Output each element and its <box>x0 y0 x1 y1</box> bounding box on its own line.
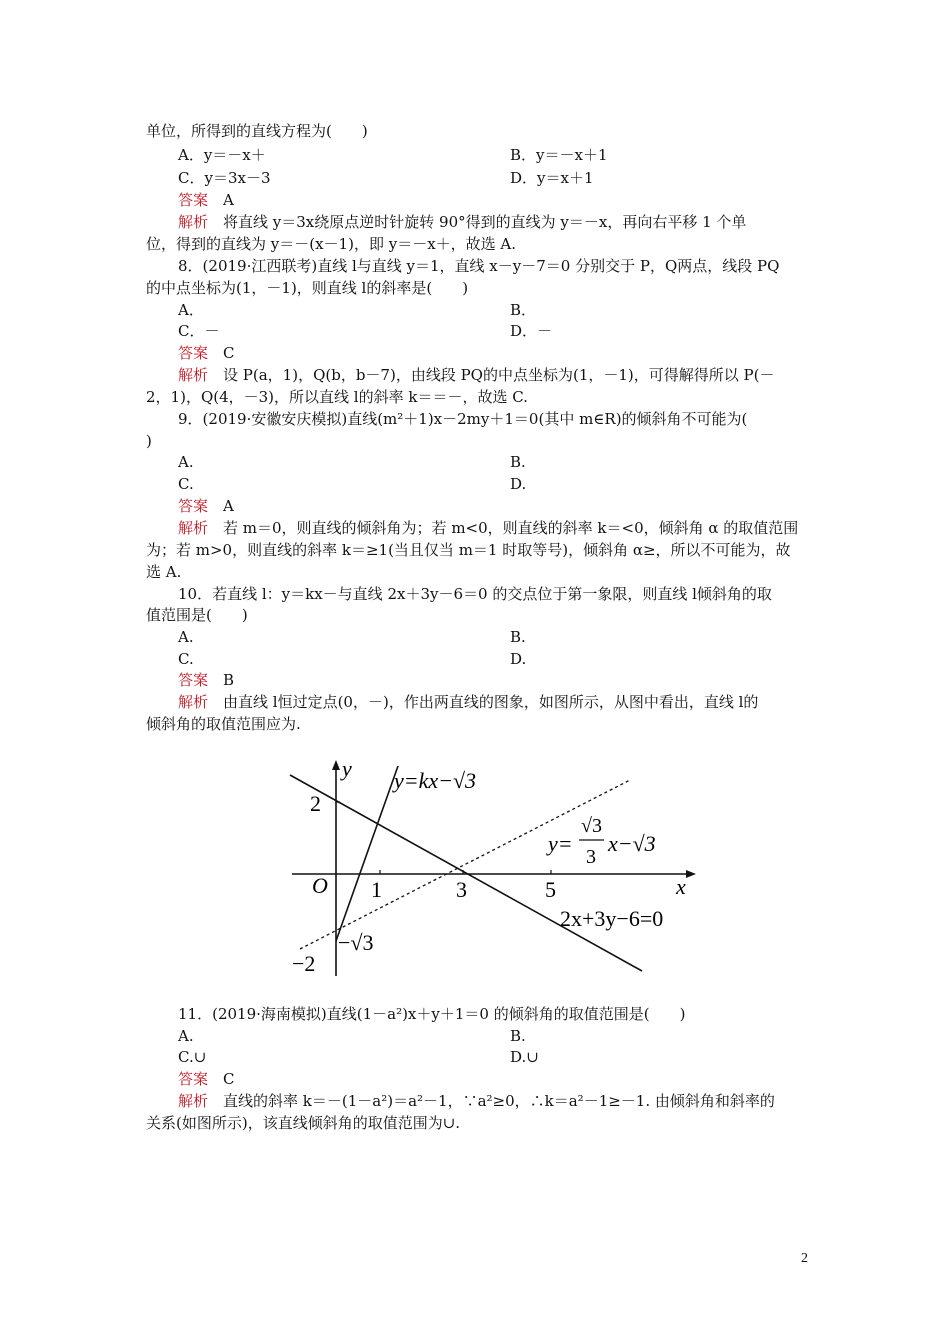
answer-label: 答案 <box>178 344 209 362</box>
option-8-c: C．－ <box>178 322 220 340</box>
question-10-line-2: 值范围是( ) <box>146 606 248 624</box>
label-dotted-den: 3 <box>586 846 596 868</box>
option-8-b: B． <box>510 301 537 319</box>
tick-label-1: 1 <box>371 877 382 902</box>
question-9-line-2: ) <box>146 432 152 450</box>
option-7-a: A．y＝－x＋ <box>178 146 266 164</box>
option-10-d: D. <box>510 650 527 668</box>
solution-label: 解析 <box>178 213 209 231</box>
solution-9-line-3: 选 A. <box>146 563 182 581</box>
label-dotted-lhs: y= <box>548 831 573 856</box>
answer-value: B <box>208 671 235 689</box>
answer-8 <box>178 343 235 363</box>
option-9-b: B. <box>510 453 526 471</box>
answer-label: 答案 <box>178 497 209 515</box>
solution-text: 若 m＝0，则直线的倾斜角为；若 m<0，则直线的斜率 k＝<0，倾斜角 α 的取值范围 <box>208 519 799 537</box>
answer-value: C <box>208 344 235 362</box>
solution-text: 直线的斜率 k＝－(1－a²)＝a²－1，∵a²≥0，∴k＝a²－1≥－1. 由倾斜角和斜率的 <box>208 1092 775 1110</box>
line-kx <box>336 766 398 941</box>
solution-8-line-2: 2，1)，Q(4，－3)，所以直线 l的斜率 k＝＝－，故选 C. <box>146 388 528 406</box>
solution-10-line-2: 倾斜角的取值范围应为. <box>146 715 301 733</box>
option-11-d: D.∪ <box>510 1048 539 1066</box>
option-9-c: C. <box>178 475 194 493</box>
answer-value: A <box>208 191 234 209</box>
solution-11-line-1 <box>178 1091 775 1111</box>
label-intercept: −√3 <box>338 930 374 955</box>
solution-text: 设 P(a，1)，Q(b，b－7)，由线段 PQ的中点坐标为(1，－1)，可得解得所以 P(－ <box>208 366 775 384</box>
tick-label-neg2: −2 <box>292 951 316 976</box>
answer-value: C <box>208 1070 235 1088</box>
tick-label-5: 5 <box>545 877 556 902</box>
option-8-d: D．－ <box>510 322 553 340</box>
x-axis-label: x <box>676 874 686 899</box>
solution-7-line-1 <box>178 212 746 232</box>
option-7-b: B．y＝－x＋1 <box>510 146 608 164</box>
question-7-text: 单位，所得到的直线方程为( ) <box>146 122 368 140</box>
tick-label-y2: 2 <box>310 791 321 816</box>
page-number: 2 <box>801 1251 808 1266</box>
option-10-b: B. <box>510 628 526 646</box>
option-11-b: B. <box>510 1027 526 1045</box>
option-7-d: D．y＝x＋1 <box>510 169 594 187</box>
option-9-a: A. <box>178 453 194 471</box>
label-line-kx: y=kx−√3 <box>394 768 477 793</box>
tick-label-3: 3 <box>456 877 467 902</box>
answer-7 <box>178 190 234 210</box>
origin-label: O <box>312 873 328 898</box>
answer-9 <box>178 496 234 516</box>
solution-text: 将直线 y＝3x绕原点逆时针旋转 90°得到的直线为 y＝－x，再向右平移 1 个单 <box>208 213 747 231</box>
answer-11 <box>178 1069 235 1089</box>
option-10-a: A. <box>178 628 194 646</box>
question-10-line-1: 10．若直线 l：y＝kx－与直线 2x＋3y－6＝0 的交点位于第一象限，则直线 l倾斜角的取 <box>178 585 772 603</box>
question-9-line-1: 9．(2019·安徽安庆模拟)直线(m²＋1)x－2my＋1＝0(其中 m∈R)的倾斜角不可能为( <box>178 410 748 428</box>
solution-8-line-1 <box>178 365 774 385</box>
option-9-d: D. <box>510 475 527 493</box>
option-7-c: C．y＝3x－3 <box>178 169 271 187</box>
solution-10-line-1 <box>178 692 758 712</box>
solution-text: 由直线 l恒过定点(0，－)，作出两直线的图象，如图所示，从图中看出，直线 l的 <box>208 693 759 711</box>
solution-label: 解析 <box>178 519 209 537</box>
solution-11-line-2: 关系(如图所示)，该直线倾斜角的取值范围为∪. <box>146 1114 461 1132</box>
answer-10 <box>178 670 234 690</box>
option-10-c: C. <box>178 650 194 668</box>
answer-value: A <box>208 497 234 515</box>
answer-label: 答案 <box>178 671 209 689</box>
solution-label: 解析 <box>178 1092 209 1110</box>
option-11-c: C.∪ <box>178 1048 207 1066</box>
label-dotted-rhs: x−√3 <box>608 831 656 856</box>
label-line-2x3y6: 2x+3y−6=0 <box>560 906 664 931</box>
solution-7-line-2: 位，得到的直线为 y＝－(x－1)，即 y＝－x＋，故选 A. <box>146 235 517 253</box>
question-11-text: 11．(2019·海南模拟)直线(1－a²)x＋y＋1＝0 的倾斜角的取值范围是( ) <box>178 1005 686 1023</box>
answer-label: 答案 <box>178 191 209 209</box>
solution-label: 解析 <box>178 366 209 384</box>
y-axis-label: y <box>342 756 352 781</box>
question-8-line-2: 的中点坐标为(1，－1)，则直线 l的斜率是( ) <box>146 279 469 297</box>
option-11-a: A. <box>178 1027 194 1045</box>
solution-9-line-2: 为；若 m>0，则直线的斜率 k＝≥1(当且仅当 m＝1 时取等号)，倾斜角 α≥，所以不可能为，故 <box>146 541 791 559</box>
x-axis-arrow <box>686 870 696 878</box>
solution-label: 解析 <box>178 693 209 711</box>
line-graph-figure <box>270 740 720 1000</box>
option-8-a: A． <box>178 301 204 319</box>
question-8-line-1: 8．(2019·江西联考)直线 l与直线 y＝1，直线 x－y－7＝0 分别交于 P，Q两点，线段 PQ <box>178 257 780 275</box>
solution-9-line-1 <box>178 518 798 538</box>
y-axis-arrow <box>332 760 340 770</box>
label-dotted-num: √3 <box>581 815 602 837</box>
answer-label: 答案 <box>178 1070 209 1088</box>
